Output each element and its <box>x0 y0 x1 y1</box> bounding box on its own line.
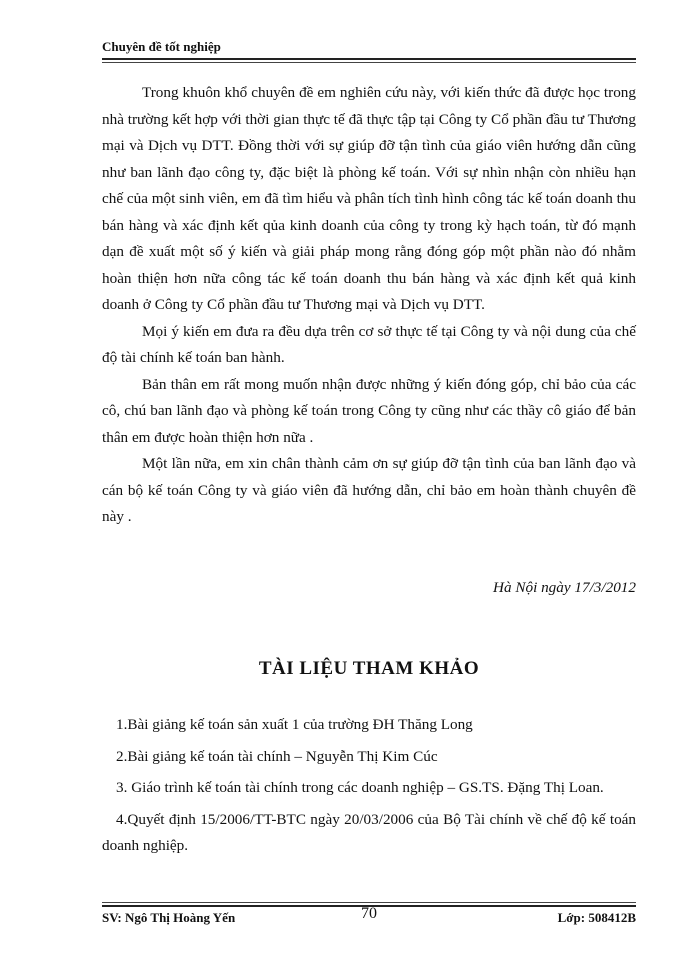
paragraph-feedback: Bản thân em rất mong muốn nhận được những ý kiến đóng góp, chỉ bảo của các cô, chú ban lãnh đạo và phòng kế toán trong Công ty cũng như các thầy cô giáo để bản thân em được hoàn thiện hơn nữa . <box>102 375 636 446</box>
page-footer <box>102 907 636 929</box>
references-list <box>102 712 636 865</box>
reference-item: 2.Bài giảng kế toán tài chính – Nguyễn Thị Kim Cúc <box>116 747 438 765</box>
reference-item: 3. Giáo trình kế toán tài chính trong các doanh nghiệp – GS.TS. Đặng Thị Loan. <box>116 779 604 796</box>
reference-item: 4.Quyết định 15/2006/TT-BTC ngày 20/03/2006 của Bộ Tài chính về chế độ kế toán doanh nghiệp. <box>102 810 636 854</box>
signature-date: Hà Nội ngày 17/3/2012 <box>492 579 636 596</box>
footer-student-name: SV: Ngô Thị Hoàng Yến <box>102 910 236 925</box>
paragraph-thanks: Một lần nữa, em xin chân thành cảm ơn sự giúp đỡ tận tình của ban lãnh đạo và cán bộ kế toán Công ty và giáo viên đã hướng dẫn, chỉ bảo em hoàn thành chuyên đề này . <box>102 455 636 525</box>
page-number: 70 <box>361 905 377 922</box>
header-divider-thin <box>102 62 636 63</box>
footer-divider-thin <box>102 902 636 903</box>
footer-class-code: Lớp: 508412B <box>557 910 636 925</box>
paragraph-intro: Trong khuôn khổ chuyên đề em nghiên cứu này, với kiến thức đã được học trong nhà trường kết hợp với thời gian thực tế đã thực tập tại Công ty Cổ phần đầu tư Thương mại và Dịch vụ DTT. Đồng thời với sự giúp đỡ tận tình của giáo viên hướng dẫn cũng như ban lãnh đạo công ty, đặc biệt là phòng kế toán. Với sự nhìn nhận còn nhiều hạn chế của một sinh viên, em đã tìm hiểu và phân tích tình hình công tác kế toán doanh thu bán hàng và xác định kết qủa kinh doanh của công ty trong kỳ hạch toán, từ đó mạnh dạn đề xuất một số ý kiến và giải pháp mong rằng đóng góp một phần nào đó nhằm hoàn thiện hơn nữa công tác kế toán doanh thu bán hàng và xác định kết quả kinh doanh ở Công ty Cổ phần đầu tư Thương mại và Dịch vụ DTT. <box>102 84 636 313</box>
header-divider-thick <box>102 58 636 60</box>
reference-item: 1.Bài giảng kế toán sản xuất 1 của trường ĐH Thăng Long <box>116 716 473 733</box>
references-heading: TÀI LIỆU THAM KHẢO <box>258 658 480 679</box>
paragraph-basis: Mọi ý kiến em đưa ra đều dựa trên cơ sở thực tế tại Công ty và nội dung của chế độ tài chính kế toán ban hành. <box>102 322 636 366</box>
page-header-title: Chuyên đề tốt nghiệp <box>102 39 221 54</box>
body-text <box>102 80 636 531</box>
